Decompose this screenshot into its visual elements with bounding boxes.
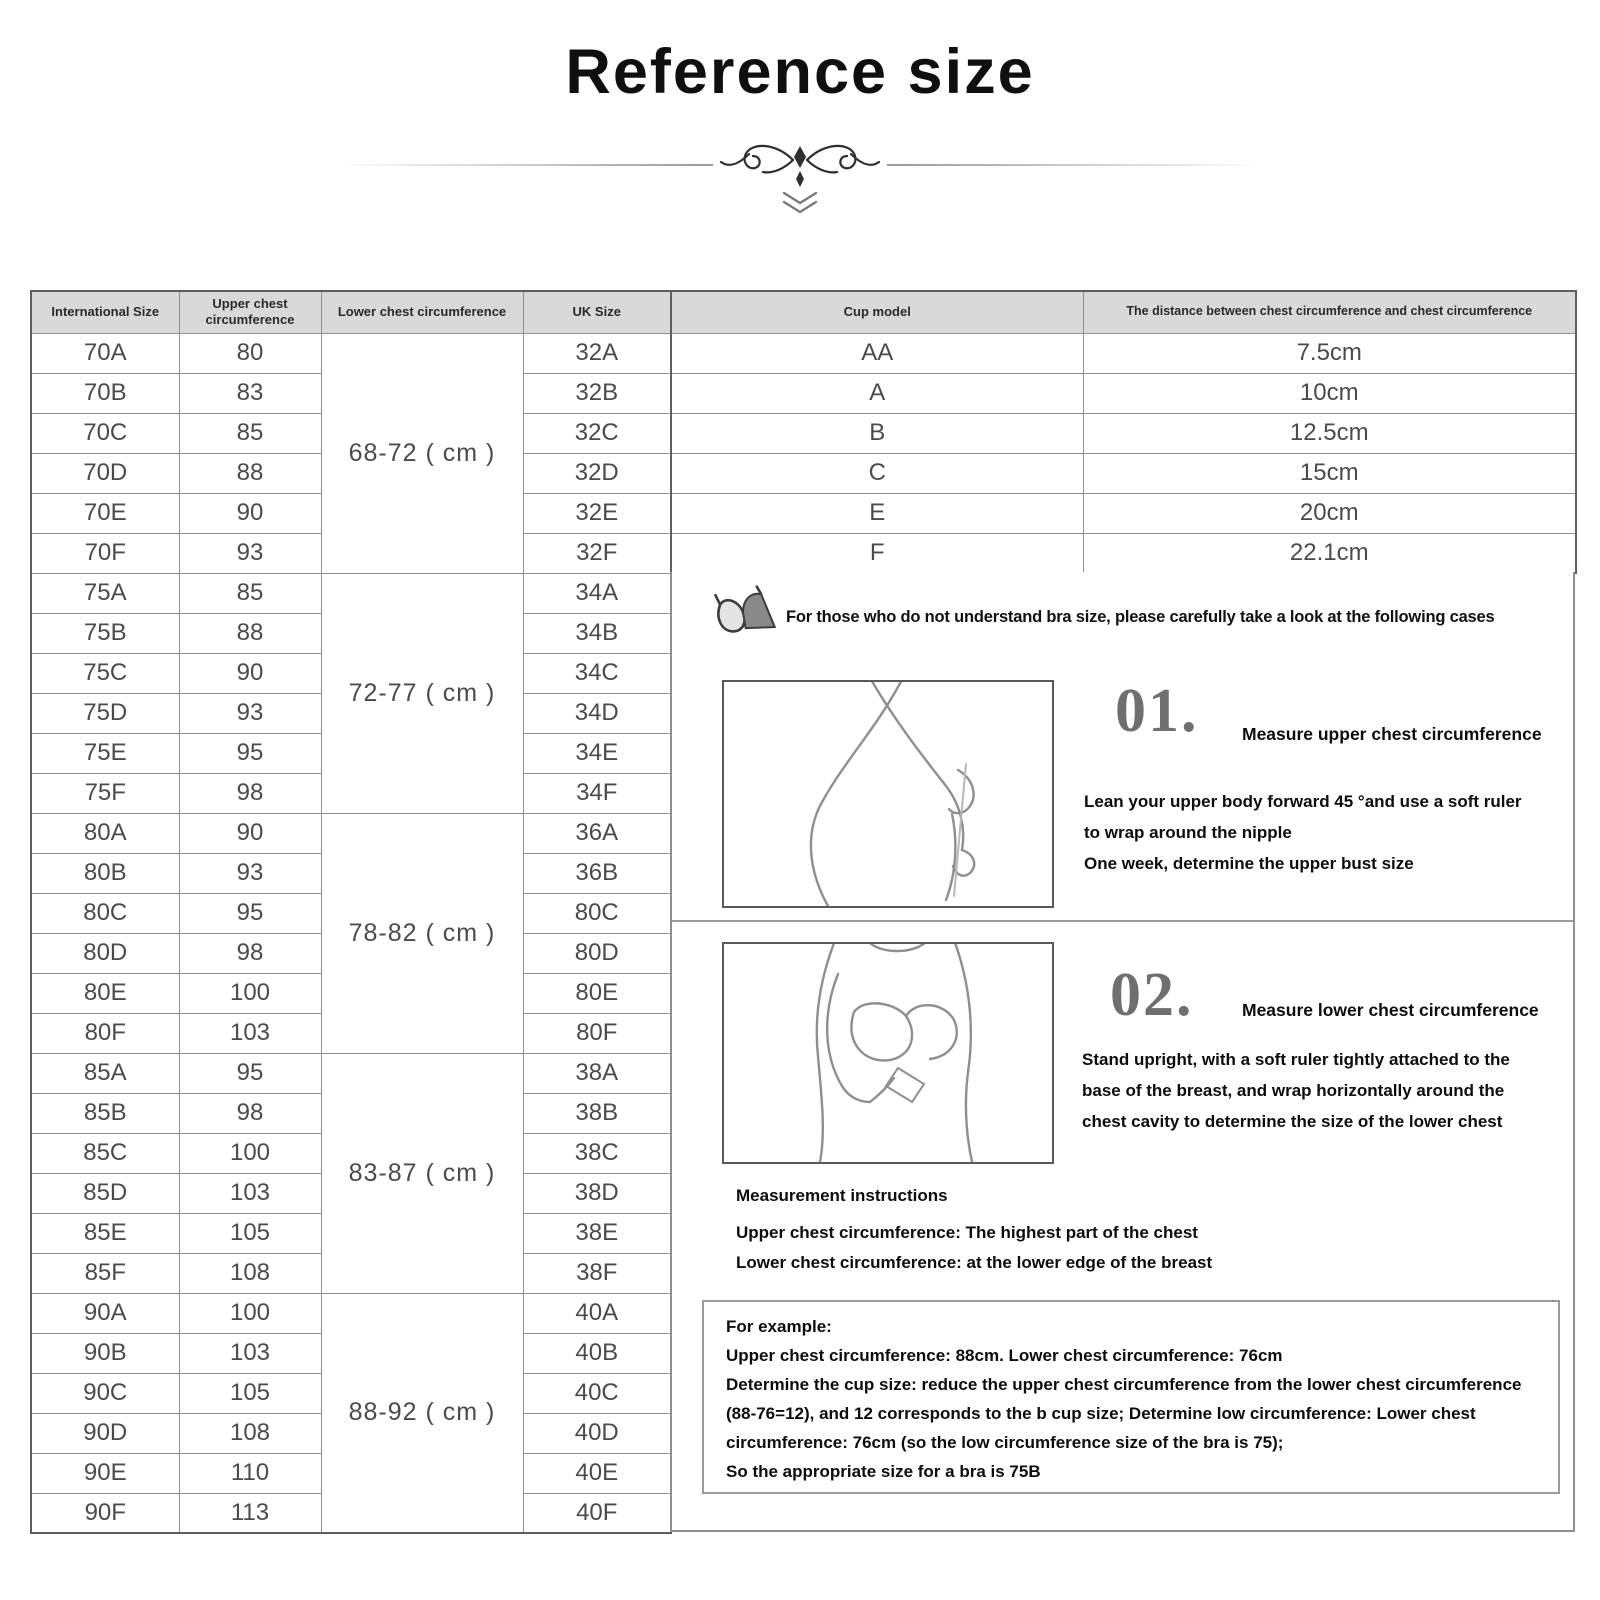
upper-chest-cell: 90 xyxy=(179,653,321,693)
cup-table-body xyxy=(671,333,1576,573)
size-table-header-row xyxy=(31,291,671,333)
size-table-row xyxy=(31,333,671,373)
cup-table-row xyxy=(671,493,1576,533)
intl-size-cell: 70E xyxy=(31,493,179,533)
uk-size-cell: 40D xyxy=(523,1413,671,1453)
intl-size-cell: 85F xyxy=(31,1253,179,1293)
example-line: For example: xyxy=(726,1317,832,1336)
cup-distance-cell: 15cm xyxy=(1083,453,1576,493)
intl-size-cell: 90F xyxy=(31,1493,179,1533)
cup-distance-cell: 22.1cm xyxy=(1083,533,1576,573)
upper-chest-cell: 88 xyxy=(179,613,321,653)
lower-chest-merged-cell: 72-77 ( cm ) xyxy=(321,573,523,813)
lower-chest-merged-cell: 78-82 ( cm ) xyxy=(321,813,523,1053)
upper-chest-cell: 100 xyxy=(179,973,321,1013)
lower-chest-merged-cell: 68-72 ( cm ) xyxy=(321,333,523,573)
uk-size-cell: 32D xyxy=(523,453,671,493)
upper-chest-cell: 103 xyxy=(179,1173,321,1213)
upper-chest-cell: 105 xyxy=(179,1213,321,1253)
intl-size-cell: 70C xyxy=(31,413,179,453)
uk-size-cell: 32C xyxy=(523,413,671,453)
intl-size-cell: 80C xyxy=(31,893,179,933)
upper-chest-cell: 103 xyxy=(179,1333,321,1373)
cup-distance-cell: 12.5cm xyxy=(1083,413,1576,453)
bra-icon xyxy=(712,582,780,642)
upper-chest-cell: 80 xyxy=(179,333,321,373)
size-table xyxy=(30,290,672,1534)
intl-size-cell: 85D xyxy=(31,1173,179,1213)
upper-chest-cell: 95 xyxy=(179,893,321,933)
intl-size-cell: 85C xyxy=(31,1133,179,1173)
cup-table-row xyxy=(671,373,1576,413)
upper-chest-cell: 100 xyxy=(179,1133,321,1173)
intl-size-cell: 80D xyxy=(31,933,179,973)
step-2-text: Stand upright, with a soft ruler tightly attached to the base of the breast, and wrap horizontally around the chest cavity to determine the size of the lower chest xyxy=(1082,1050,1510,1131)
divider-line-right xyxy=(887,164,1267,166)
chevron-down-icon xyxy=(778,190,822,216)
example-line: Upper chest circumference: 88cm. Lower chest circumference: 76cm xyxy=(726,1346,1283,1365)
uk-size-cell: 40F xyxy=(523,1493,671,1533)
uk-size-header: UK Size xyxy=(523,291,671,333)
upper-chest-cell: 98 xyxy=(179,1093,321,1133)
intl-size-cell: 75C xyxy=(31,653,179,693)
uk-size-cell: 40C xyxy=(523,1373,671,1413)
size-table-body xyxy=(31,333,671,1533)
size-table-row xyxy=(31,1053,671,1093)
uk-size-cell: 32B xyxy=(523,373,671,413)
cup-distance-cell: 20cm xyxy=(1083,493,1576,533)
cup-distance-cell: 7.5cm xyxy=(1083,333,1576,373)
flourish-ornament-icon xyxy=(715,134,885,190)
uk-size-cell: 34F xyxy=(523,773,671,813)
uk-size-cell: 80F xyxy=(523,1013,671,1053)
intl-size-cell: 75E xyxy=(31,733,179,773)
intl-size-cell: 80A xyxy=(31,813,179,853)
uk-size-cell: 38B xyxy=(523,1093,671,1133)
intl-size-cell: 90A xyxy=(31,1293,179,1333)
intl-size-cell: 75B xyxy=(31,613,179,653)
cup-table-header-row xyxy=(671,291,1576,333)
cup-table-row xyxy=(671,413,1576,453)
uk-size-cell: 80E xyxy=(523,973,671,1013)
cup-table-row xyxy=(671,333,1576,373)
uk-size-cell: 38C xyxy=(523,1133,671,1173)
cup-model-header: Cup model xyxy=(671,291,1083,333)
uk-size-cell: 34E xyxy=(523,733,671,773)
intl-size-cell: 90D xyxy=(31,1413,179,1453)
intl-size-cell: 90B xyxy=(31,1333,179,1373)
lower-chest-header: Lower chest circumference xyxy=(321,291,523,333)
uk-size-cell: 36B xyxy=(523,853,671,893)
upper-chest-cell: 95 xyxy=(179,733,321,773)
uk-size-cell: 38A xyxy=(523,1053,671,1093)
upper-chest-cell: 88 xyxy=(179,453,321,493)
upper-chest-cell: 93 xyxy=(179,693,321,733)
page-title: Reference size xyxy=(565,37,1035,107)
step-1-number: 01. xyxy=(1115,677,1199,745)
upper-chest-cell: 103 xyxy=(179,1013,321,1053)
upper-chest-cell: 98 xyxy=(179,773,321,813)
title-divider xyxy=(250,128,1350,228)
uk-size-cell: 32A xyxy=(523,333,671,373)
intl-size-cell: 75A xyxy=(31,573,179,613)
cup-table-row xyxy=(671,533,1576,573)
intl-size-cell: 90C xyxy=(31,1373,179,1413)
step-1-title: Measure upper chest circumference xyxy=(1242,724,1542,744)
intl-size-cell: 70A xyxy=(31,333,179,373)
intl-size-cell: 70D xyxy=(31,453,179,493)
cup-table-row xyxy=(671,453,1576,493)
size-table-row xyxy=(31,813,671,853)
uk-size-cell: 38D xyxy=(523,1173,671,1213)
divider-line-left xyxy=(333,164,713,166)
uk-size-cell: 34A xyxy=(523,573,671,613)
upper-chest-cell: 85 xyxy=(179,413,321,453)
uk-size-cell: 40B xyxy=(523,1333,671,1373)
uk-size-cell: 32E xyxy=(523,493,671,533)
uk-size-cell: 38E xyxy=(523,1213,671,1253)
uk-size-cell: 40E xyxy=(523,1453,671,1493)
example-line: circumference: 76cm (so the low circumference size of the bra is 75); xyxy=(726,1433,1284,1452)
upper-chest-cell: 113 xyxy=(179,1493,321,1533)
lower-chest-merged-cell: 83-87 ( cm ) xyxy=(321,1053,523,1293)
cup-distance-header: The distance between chest circumference and chest circumference xyxy=(1083,291,1576,333)
upper-chest-cell: 108 xyxy=(179,1253,321,1293)
upper-chest-cell: 93 xyxy=(179,533,321,573)
uk-size-cell: 34D xyxy=(523,693,671,733)
guide-intro-text: For those who do not understand bra size, please carefully take a look at the following cases xyxy=(786,608,1495,626)
upper-chest-cell: 90 xyxy=(179,493,321,533)
intl-size-cell: 70F xyxy=(31,533,179,573)
upper-chest-cell: 110 xyxy=(179,1453,321,1493)
intl-size-cell: 80F xyxy=(31,1013,179,1053)
cup-model-cell: AA xyxy=(671,333,1083,373)
upper-chest-cell: 108 xyxy=(179,1413,321,1453)
example-box xyxy=(702,1300,1560,1494)
intl-size-cell: 90E xyxy=(31,1453,179,1493)
intl-size-cell: 70B xyxy=(31,373,179,413)
uk-size-cell: 36A xyxy=(523,813,671,853)
cup-model-cell: E xyxy=(671,493,1083,533)
size-table-row xyxy=(31,573,671,613)
cup-table xyxy=(670,290,1577,574)
intl-size-cell: 80B xyxy=(31,853,179,893)
intl-size-cell: 75F xyxy=(31,773,179,813)
uk-size-cell: 80C xyxy=(523,893,671,933)
panel-divider xyxy=(672,920,1573,922)
uk-size-cell: 32F xyxy=(523,533,671,573)
step-2-number: 02. xyxy=(1110,961,1194,1029)
uk-size-cell: 34B xyxy=(523,613,671,653)
cup-model-cell: A xyxy=(671,373,1083,413)
intl-size-cell: 80E xyxy=(31,973,179,1013)
measurement-guide-panel xyxy=(670,572,1575,1532)
example-line: So the appropriate size for a bra is 75B xyxy=(726,1462,1041,1481)
intl-size-cell: 85B xyxy=(31,1093,179,1133)
upper-chest-cell: 83 xyxy=(179,373,321,413)
lower-chest-merged-cell: 88-92 ( cm ) xyxy=(321,1293,523,1533)
upper-chest-cell: 90 xyxy=(179,813,321,853)
measure-upper-illustration xyxy=(722,680,1054,908)
cup-model-cell: B xyxy=(671,413,1083,453)
example-line: Determine the cup size: reduce the upper chest circumference from the lower chest circumference xyxy=(726,1375,1522,1394)
intl-size-cell: 75D xyxy=(31,693,179,733)
upper-chest-cell: 105 xyxy=(179,1373,321,1413)
measure-lower-illustration xyxy=(722,942,1054,1164)
size-table-row xyxy=(31,1293,671,1333)
uk-size-cell: 34C xyxy=(523,653,671,693)
cup-distance-cell: 10cm xyxy=(1083,373,1576,413)
uk-size-cell: 40A xyxy=(523,1293,671,1333)
intl-size-header: International Size xyxy=(31,291,179,333)
step-1-text: Lean your upper body forward 45 °and use a soft ruler to wrap around the nipple One week, determine the upper bust size xyxy=(1084,792,1522,873)
measurement-instructions-text: Upper chest circumference: The highest part of the chest Lower chest circumference: at the lower edge of the breast xyxy=(736,1223,1213,1272)
step-2-title: Measure lower chest circumference xyxy=(1242,1000,1539,1020)
intl-size-cell: 85A xyxy=(31,1053,179,1093)
cup-model-cell: F xyxy=(671,533,1083,573)
upper-chest-cell: 93 xyxy=(179,853,321,893)
uk-size-cell: 38F xyxy=(523,1253,671,1293)
upper-chest-cell: 98 xyxy=(179,933,321,973)
upper-chest-cell: 85 xyxy=(179,573,321,613)
size-reference-content xyxy=(30,290,1575,1532)
intl-size-cell: 85E xyxy=(31,1213,179,1253)
uk-size-cell: 80D xyxy=(523,933,671,973)
example-line: (88-76=12), and 12 corresponds to the b cup size; Determine low circumference: Lower chest xyxy=(726,1404,1476,1423)
upper-chest-header: Upper chest circumference xyxy=(179,291,321,333)
upper-chest-cell: 95 xyxy=(179,1053,321,1093)
cup-model-cell: C xyxy=(671,453,1083,493)
measurement-instructions-heading: Measurement instructions xyxy=(736,1186,948,1205)
upper-chest-cell: 100 xyxy=(179,1293,321,1333)
